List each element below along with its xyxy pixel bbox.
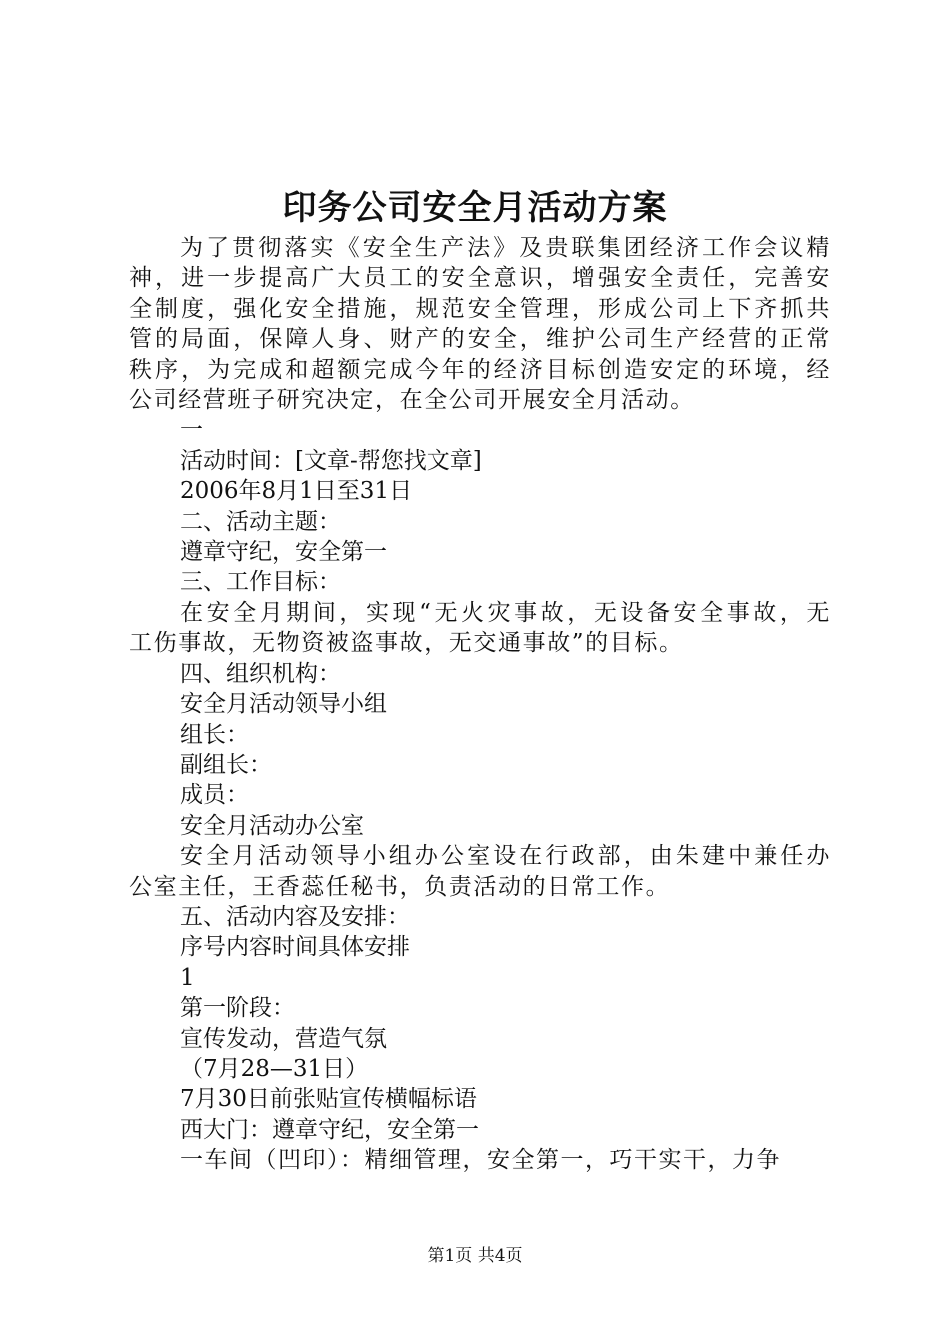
section-five-heading: 五、活动内容及安排： xyxy=(180,903,410,930)
intro-line: 管的局面，保障人身、财产的安全，维护公司生产经营的正常 xyxy=(129,326,831,353)
row-number: 1 xyxy=(180,964,195,991)
stage-label: 第一阶段： xyxy=(180,995,295,1022)
document-title: 印务公司安全月活动方案 xyxy=(282,188,668,228)
section-three-heading: 三、工作目标： xyxy=(180,569,341,596)
document-body xyxy=(129,233,831,1176)
intro-line: 全制度，强化安全措施，规范安全管理，形成公司上下齐抓共 xyxy=(129,295,831,322)
leading-group: 安全月活动领导小组 xyxy=(180,691,387,718)
office-paragraph xyxy=(129,841,831,902)
intro-line: 秩序，为完成和超额完成今年的经济目标创造安定的环境，经 xyxy=(129,356,831,383)
deputy-leader-label: 副组长： xyxy=(180,751,272,778)
section-two-heading: 二、活动主题： xyxy=(180,508,341,535)
page-footer: 第1页 共4页 xyxy=(427,1246,523,1266)
stage-task: 7月30日前张贴宣传横幅标语 xyxy=(180,1086,477,1113)
intro-line: 为了贯彻落实《安全生产法》及贵联集团经济工作会议精 xyxy=(180,235,831,261)
intro-paragraph xyxy=(129,233,831,415)
office-heading: 安全月活动办公室 xyxy=(180,812,364,839)
members-label: 成员： xyxy=(180,782,249,809)
section-one-heading: 一 xyxy=(180,417,203,444)
workshop-one-slogan: 一车间（凹印）：精细管理，安全第一，巧干实干，力争 xyxy=(180,1147,781,1174)
section-four-heading: 四、组织机构： xyxy=(180,660,341,687)
west-gate-slogan: 西大门：遵章守纪，安全第一 xyxy=(180,1116,479,1143)
office-line: 公室主任，王香蕊任秘书，负责活动的日常工作。 xyxy=(129,873,671,900)
leader-label: 组长： xyxy=(180,721,249,748)
goal-line: 在安全月期间，实现“无火灾事故，无设备安全事故，无 xyxy=(180,599,831,626)
intro-line: 公司经营班子研究决定，在全公司开展安全月活动。 xyxy=(129,387,695,414)
table-header: 序号内容时间具体安排 xyxy=(180,934,410,961)
goal-line: 工伤事故，无物资被盗事故，无交通事故”的目标。 xyxy=(129,630,684,657)
activity-time-value: 2006年8月1日至31日 xyxy=(180,478,413,505)
stage-title: 宣传发动，营造气氛 xyxy=(180,1025,387,1052)
intro-line: 神，进一步提高广大员工的安全意识，增强安全责任，完善安 xyxy=(129,265,831,292)
stage-dates: （7月28—31日） xyxy=(180,1055,369,1082)
activity-time-label: 活动时间：[文章-帮您找文章] xyxy=(180,447,482,474)
goal-paragraph xyxy=(129,598,831,659)
activity-theme: 遵章守纪，安全第一 xyxy=(180,539,387,566)
office-line: 安全月活动领导小组办公室设在行政部，由朱建中兼任办 xyxy=(180,843,831,870)
